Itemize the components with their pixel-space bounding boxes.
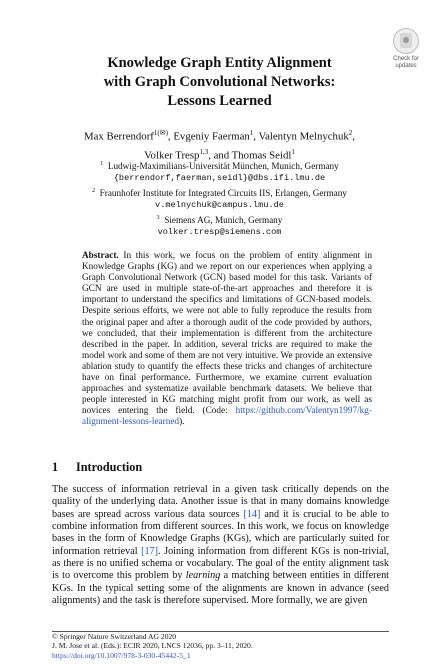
title-line-1: Knowledge Graph Entity Alignment — [107, 55, 332, 71]
citation-line: J. M. Jose et al. (Eds.): ECIR 2020, LNCS 12036, pp. 3–11, 2020. — [52, 641, 253, 651]
author-name: Max Berrendorf — [84, 130, 154, 143]
author-name: Volker Tresp — [144, 149, 200, 162]
citation-link[interactable]: [14] — [243, 508, 261, 520]
author-affil-mark: 1 — [249, 129, 254, 137]
author-affil-mark: 1 — [291, 147, 295, 156]
bookmark-icon — [393, 28, 419, 54]
title-line-2: with Graph Convolutional Networks: — [103, 74, 336, 90]
introduction-body — [52, 484, 389, 607]
section-heading — [52, 460, 142, 475]
affil-number: 3 — [156, 214, 160, 221]
doi-link[interactable]: https://doi.org/10.1007/978-3-030-45442-5_1 — [52, 650, 191, 660]
author-name: , Valentyn Melnychuk — [253, 130, 349, 143]
title-line-3: Lessons Learned — [167, 93, 272, 109]
abstract-label: Abstract. — [82, 251, 119, 261]
intro-emphasis: learning — [185, 570, 221, 582]
author-name: , Evgeniy Faerman — [167, 130, 250, 143]
affil-number: 1 — [100, 161, 104, 167]
affiliation-1: Ludwig-Maximilians-Universität München, Munich, Germany — [107, 161, 339, 172]
badge-line-1: Check for — [393, 56, 419, 62]
paper-title — [0, 54, 439, 111]
intro-text: The success of information retrieval in a given task critically depends on the quality of the underlying data. Another issue is that in many domains knowledge bases are spread across various data sources — [52, 484, 389, 520]
author-separator: , — [352, 130, 355, 143]
intro-text: and it is crucial to be able to combine information from different sources. In this work, we focus on knowledge bases in the form of Knowledge Graphs (KGs), which are particularly suited for information retrieval — [52, 508, 390, 557]
affiliations — [0, 158, 439, 239]
affiliation-3-email[interactable]: volker.tresp@siemens.com — [157, 227, 282, 238]
affiliation-2-email[interactable]: v.melnychuk@campus.lmu.de — [155, 200, 284, 211]
intro-text: . Joining information from different KGs is non-trivial, as there is no unified schema or vocabulary. The goal of the entity alignment task is to overcome this problem by — [52, 545, 389, 582]
intro-text: a matching between entities in different KGs. In the typical setting some of the alignments are known in advance (seed alignments) and the task is therefore supervised. More formally, we are given — [52, 570, 389, 607]
abstract-body: In this work, we focus on the problem of entity alignment in Knowledge Graphs (KG) and we report on our experiences when applying a Graph Convolutional Network (GCN) based model for this task. Variants of GCN are used in multiple state-of-the-art approaches and therefore it is important to understand the specifics and limitations of GCN-based models. Despite serious efforts, we were not able to fully reproduce the results from the original paper and after a thorough audit of the code provided by authors, we concluded, that their implementation is different from the architecture described in the paper. In addition, several tricks are required to make the model work and some of them are not very intuitive. We provide an extensive ablation study to quantify the effects these tricks and changes of architecture have on final performance. Furthermore, we examine current evaluation approaches and systematize available benchmark datasets. We believe that people interested in KG matching might profit from our work, as well as novices entering the field. (Code: — [82, 251, 372, 417]
code-link[interactable]: https://github.com/Valentyn1997/kg-alignment-lessons-learned — [82, 406, 372, 428]
author-affil-mark: 2 — [348, 129, 353, 137]
affiliation-3: Siemens AG, Munich, Germany — [164, 214, 283, 225]
author-affil-mark: 1,3 — [199, 147, 209, 156]
badge-line-2: updates — [395, 63, 417, 69]
copyright-footer — [52, 632, 389, 660]
section-title: Introduction — [76, 460, 143, 474]
copyright-line: © Springer Nature Switzerland AG 2020 — [52, 632, 177, 641]
affiliation-1-email[interactable]: {berrendorf,faerman,seidl}@dbs.ifi.lmu.de — [113, 173, 326, 184]
abstract — [82, 251, 372, 429]
author-name: , and Thomas Seidl — [208, 149, 292, 162]
abstract-tail: ). — [179, 417, 185, 428]
affiliation-2: Fraunhofer Institute for Integrated Circuits IIS, Erlangen, Germany — [99, 187, 347, 198]
citation-link[interactable]: [17] — [141, 545, 159, 557]
author-affil-mark: 1(✉) — [153, 129, 168, 137]
section-number: 1 — [52, 460, 59, 474]
affil-number: 2 — [92, 187, 96, 194]
